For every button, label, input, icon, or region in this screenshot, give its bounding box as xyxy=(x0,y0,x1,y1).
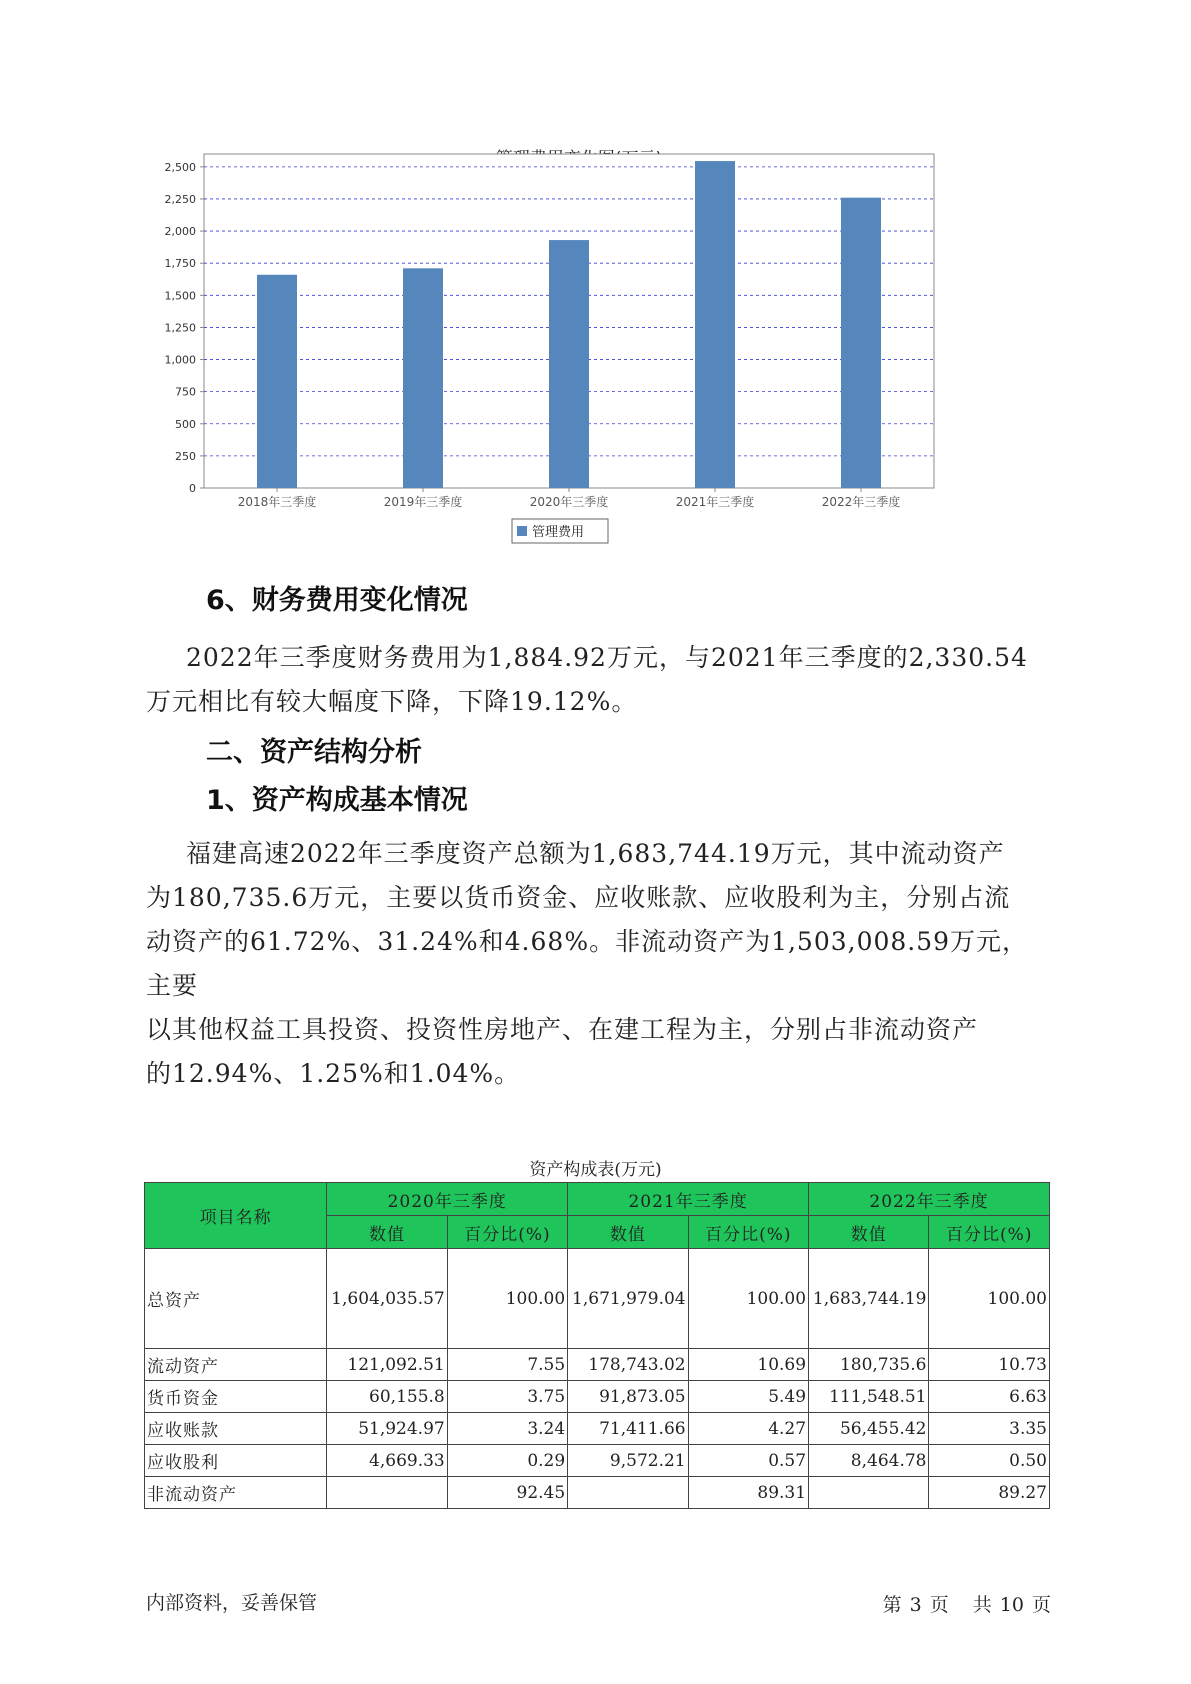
paragraph-line: 2022年三季度财务费用为1,884.92万元，与2021年三季度的2,330.54 xyxy=(186,643,1028,672)
page-prefix: 第 xyxy=(882,1594,902,1616)
cell-value: 71,411.66 xyxy=(568,1413,688,1445)
bar xyxy=(841,198,881,488)
row-name: 货币资金 xyxy=(145,1381,327,1413)
header-period: 2021年三季度 xyxy=(568,1183,809,1216)
cell-value: 111,548.51 xyxy=(809,1381,929,1413)
paragraph-line: 福建高速2022年三季度资产总额为1,683,744.19万元，其中流动资产 xyxy=(186,839,1005,868)
cell-percent: 10.73 xyxy=(929,1349,1050,1381)
cell-value: 4,669.33 xyxy=(327,1445,447,1477)
total-prefix: 共 xyxy=(972,1594,992,1616)
x-tick-label: 2018年三季度 xyxy=(237,495,317,509)
cell-value: 121,092.51 xyxy=(327,1349,447,1381)
bar xyxy=(695,161,735,488)
y-tick-label: 0 xyxy=(189,482,196,495)
table-row xyxy=(145,1445,1050,1477)
cell-value: 8,464.78 xyxy=(809,1445,929,1477)
cell-value: 1,604,035.57 xyxy=(327,1249,447,1349)
x-tick-label: 2019年三季度 xyxy=(383,495,463,509)
header-value: 数值 xyxy=(568,1216,688,1249)
chart-canvas xyxy=(146,130,1012,590)
header-item-name: 项目名称 xyxy=(145,1183,327,1249)
paragraph-line: 动资产的61.72%、31.24%和4.68%。非流动资产为1,503,008.59万元，主要 xyxy=(146,927,1029,1000)
cell-value: 51,924.97 xyxy=(327,1413,447,1445)
y-tick-label: 1,500 xyxy=(164,289,196,303)
header-percent: 百分比(%) xyxy=(447,1216,567,1249)
header-percent: 百分比(%) xyxy=(688,1216,808,1249)
cell-percent: 100.00 xyxy=(929,1249,1050,1349)
section-two-heading: 二、资产结构分析 xyxy=(206,737,422,768)
x-tick-label: 2021年三季度 xyxy=(675,495,755,509)
table-row xyxy=(145,1413,1050,1445)
cell-percent: 89.27 xyxy=(929,1477,1050,1509)
cell-percent: 3.75 xyxy=(447,1381,567,1413)
cell-percent: 0.50 xyxy=(929,1445,1050,1477)
section-6-heading: 6、财务费用变化情况 xyxy=(206,585,468,616)
table-row xyxy=(145,1381,1050,1413)
header-period: 2022年三季度 xyxy=(809,1183,1050,1216)
cell-value: 91,873.05 xyxy=(568,1381,688,1413)
y-tick-label: 500 xyxy=(175,417,196,431)
header-percent: 百分比(%) xyxy=(929,1216,1050,1249)
cell-value: 9,572.21 xyxy=(568,1445,688,1477)
cell-value xyxy=(327,1477,447,1509)
page-num: 3 xyxy=(909,1594,922,1616)
header-value: 数值 xyxy=(327,1216,447,1249)
footer-confidential: 内部资料，妥善保管 xyxy=(146,1592,318,1614)
section-1-heading: 1、资产构成基本情况 xyxy=(206,785,468,816)
table-row xyxy=(145,1477,1050,1509)
cell-percent: 100.00 xyxy=(688,1249,808,1349)
section-6-paragraph xyxy=(146,636,1046,724)
cell-percent: 3.35 xyxy=(929,1413,1050,1445)
cell-value: 56,455.42 xyxy=(809,1413,929,1445)
cell-value xyxy=(809,1477,929,1509)
table-title: 资产构成表(万元) xyxy=(529,1160,662,1180)
y-tick-label: 1,000 xyxy=(164,353,196,367)
y-tick-label: 2,500 xyxy=(164,160,196,174)
header-period: 2020年三季度 xyxy=(327,1183,568,1216)
row-name: 应收账款 xyxy=(145,1413,327,1445)
y-tick-label: 1,250 xyxy=(164,321,196,335)
table-header-row xyxy=(145,1183,1050,1216)
bar xyxy=(257,275,297,488)
total-num: 10 xyxy=(999,1594,1024,1616)
row-name: 总资产 xyxy=(145,1249,327,1349)
cell-percent: 6.63 xyxy=(929,1381,1050,1413)
cell-value: 1,671,979.04 xyxy=(568,1249,688,1349)
bar xyxy=(403,268,443,488)
x-tick-label: 2020年三季度 xyxy=(529,495,609,509)
cell-value: 60,155.8 xyxy=(327,1381,447,1413)
row-name: 非流动资产 xyxy=(145,1477,327,1509)
table-row xyxy=(145,1249,1050,1349)
section-1-paragraph xyxy=(146,832,1046,1096)
y-tick-label: 1,750 xyxy=(164,257,196,271)
cell-value: 1,683,744.19 xyxy=(809,1249,929,1349)
cell-value: 180,735.6 xyxy=(809,1349,929,1381)
bar xyxy=(549,240,589,488)
paragraph-line: 为180,735.6万元，主要以货币资金、应收账款、应收股利为主，分别占流 xyxy=(146,883,1011,912)
cell-value: 178,743.02 xyxy=(568,1349,688,1381)
paragraph-line: 万元相比有较大幅度下降，下降19.12%。 xyxy=(146,687,638,716)
y-tick-label: 750 xyxy=(175,385,196,399)
header-value: 数值 xyxy=(809,1216,929,1249)
y-tick-label: 2,000 xyxy=(164,225,196,239)
cell-percent: 10.69 xyxy=(688,1349,808,1381)
cell-value xyxy=(568,1477,688,1509)
page-word: 页 xyxy=(929,1594,949,1616)
y-tick-label: 250 xyxy=(175,449,196,463)
paragraph-line: 的12.94%、1.25%和1.04%。 xyxy=(146,1059,521,1088)
row-name: 流动资产 xyxy=(145,1349,327,1381)
cell-percent: 0.57 xyxy=(688,1445,808,1477)
cell-percent: 89.31 xyxy=(688,1477,808,1509)
legend-label: 管理费用 xyxy=(532,525,585,540)
paragraph-line: 以其他权益工具投资、投资性房地产、在建工程为主，分别占非流动资产 xyxy=(146,1015,979,1044)
total-word: 页 xyxy=(1031,1594,1051,1616)
legend-swatch xyxy=(517,526,527,536)
cell-percent: 5.49 xyxy=(688,1381,808,1413)
cell-percent: 7.55 xyxy=(447,1349,567,1381)
management-expense-chart xyxy=(146,130,1012,590)
cell-percent: 3.24 xyxy=(447,1413,567,1445)
asset-composition-table xyxy=(144,1182,1050,1509)
x-tick-label: 2022年三季度 xyxy=(821,495,901,509)
table-row xyxy=(145,1349,1050,1381)
footer-page-number xyxy=(875,1590,1051,1617)
y-tick-label: 2,250 xyxy=(164,192,196,206)
cell-percent: 0.29 xyxy=(447,1445,567,1477)
row-name: 应收股利 xyxy=(145,1445,327,1477)
cell-percent: 100.00 xyxy=(447,1249,567,1349)
cell-percent: 92.45 xyxy=(447,1477,567,1509)
cell-percent: 4.27 xyxy=(688,1413,808,1445)
